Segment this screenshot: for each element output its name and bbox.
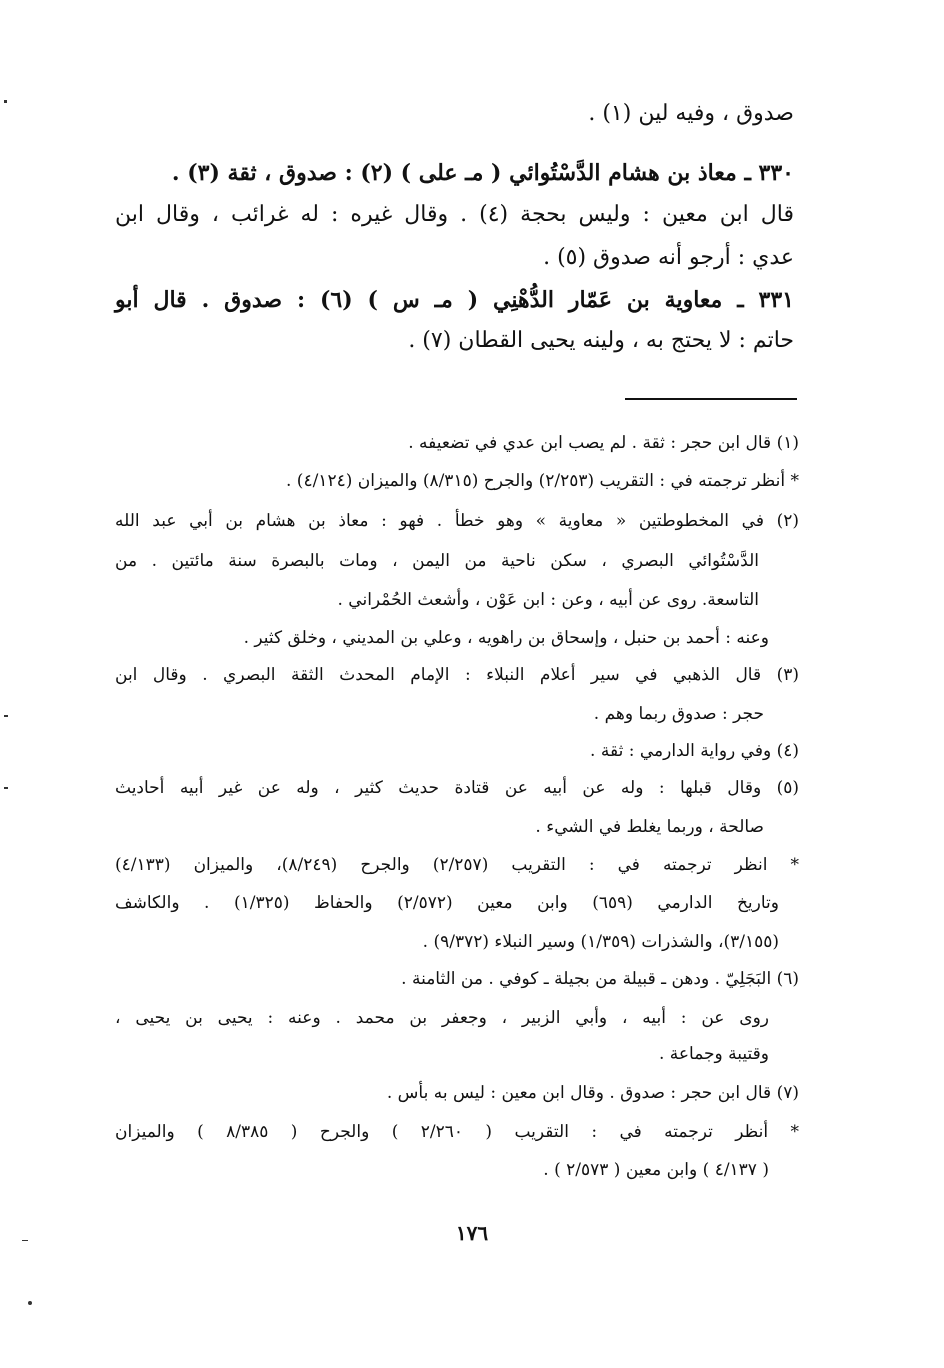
main-text-line-1: صدوق ، وفيه لين (١) .	[588, 101, 794, 126]
scan-speck	[4, 715, 8, 717]
footnote-6: (٦) البَجَلِيّ . ودهن ـ قبيلة من بجيلة ـ كوفي . من الثامنة .	[401, 969, 799, 989]
footnote-7: (٧) قال ابن حجر : صدوق . وقال ابن معين : ليس به بأس .	[386, 1083, 799, 1103]
footnote-separator	[625, 398, 797, 400]
entry-330-heading: ٣٣٠ ـ معاذ بن هشام الدَّسْتُوائي ( مـ على ) (٢) : صدوق ، ثقة (٣) .	[171, 160, 794, 186]
scan-speck	[28, 1301, 32, 1305]
footnote-2: (٢) في المخطوطتين « معاوية » وهو خطأ . فهو : معاذ بن هشام بن أبي عبد الله	[115, 511, 799, 531]
footnote-3-cont: حجر : صدوق ربما وهم .	[593, 704, 764, 724]
footnote-6-cont-2: وقتيبة وجماعة .	[658, 1044, 769, 1064]
footnote-5: (٥) وقال قبلها : وله عن أبيه عن قتادة حديث كثير ، وله عن غير أبيه أحاديث	[115, 778, 799, 798]
page-number: ١٧٦	[455, 1221, 489, 1245]
footnote-2-cont-3: وعنه : أحمد بن حنبل ، وإسحاق بن راهويه ، وعلي بن المديني ، وخلق كثير .	[243, 628, 769, 648]
main-text-line-3: قال ابن معين : وليس بحجة (٤) . وقال غيره : له غرائب ، وقال ابن	[115, 202, 794, 227]
entry-331-heading: ٣٣١ ـ معاوية بن عَمّار الدُّهْنِي ( مـ س ) (٦) : صدوق . قال أبو	[115, 287, 794, 313]
footnote-5-sources-cont-2: (٣/١٥٥)، والشذرات (١/٣٥٩) وسير النبلاء (٩/٣٧٢) .	[422, 932, 779, 952]
footnote-1: (١) قال ابن حجر : ثقة . لم يصب ابن عدي في تضعيفه .	[408, 433, 799, 453]
footnote-3: (٣) قال الذهبي في سير أعلام النبلاء : الإمام المحدث الثقة البصري . وقال ابن	[115, 665, 799, 685]
footnote-5-sources-cont-1: وتاريخ الدارمي (٦٥٩) وابن معين (٢/٥٧٢) والحفاظ (١/٣٢٥) . والكاشف	[115, 893, 779, 913]
footnote-7-sources-cont: ( ٤/١٣٧ ) وابن معين ( ٢/٥٧٣ ) .	[543, 1160, 769, 1180]
footnote-2-cont-1: الدَّسْتُوائي البصري ، سكن ناحية من اليمن ، ومات بالبصرة سنة مائتين . من	[115, 551, 759, 571]
footnote-4: (٤) وفي رواية الدارمي : ثقة .	[590, 741, 799, 761]
scan-speck	[4, 787, 8, 789]
footnote-1-sources: * أنظر ترجمته في : التقريب (٢/٢٥٣) والجرح (٨/٣١٥) والميزان (٤/١٢٤) .	[286, 471, 799, 491]
main-text-line-4: عدي : أرجو أنه صدوق (٥) .	[543, 245, 794, 270]
scan-speck	[4, 100, 7, 103]
footnote-2-cont-2: التاسعة. روى عن أبيه ، وعن : ابن عَوْن ، وأشعث الحُمْراني .	[337, 590, 759, 610]
scan-speck	[22, 1240, 28, 1241]
footnote-5-sources: * انظر ترجمته في : التقريب (٢/٢٥٧) والجرح (٨/٢٤٩)، والميزان (٤/١٣٣)	[115, 855, 799, 875]
footnote-7-sources: * أنظر ترجمته في : التقريب ( ٢/٢٦٠ ) والجرح ( ٨/٣٨٥ ) والميزان	[115, 1122, 799, 1142]
footnote-5-cont: صالحة ، وربما يغلط في الشيء .	[535, 817, 764, 837]
footnote-6-cont-1: روى عن : أبيه ، وأبي الزبير ، وجعفر بن محمد . وعنه : يحيى بن يحيى ،	[115, 1008, 769, 1028]
main-text-line-6: حاتم : لا يحتج به ، ولينه يحيى القطان (٧) .	[408, 328, 794, 353]
